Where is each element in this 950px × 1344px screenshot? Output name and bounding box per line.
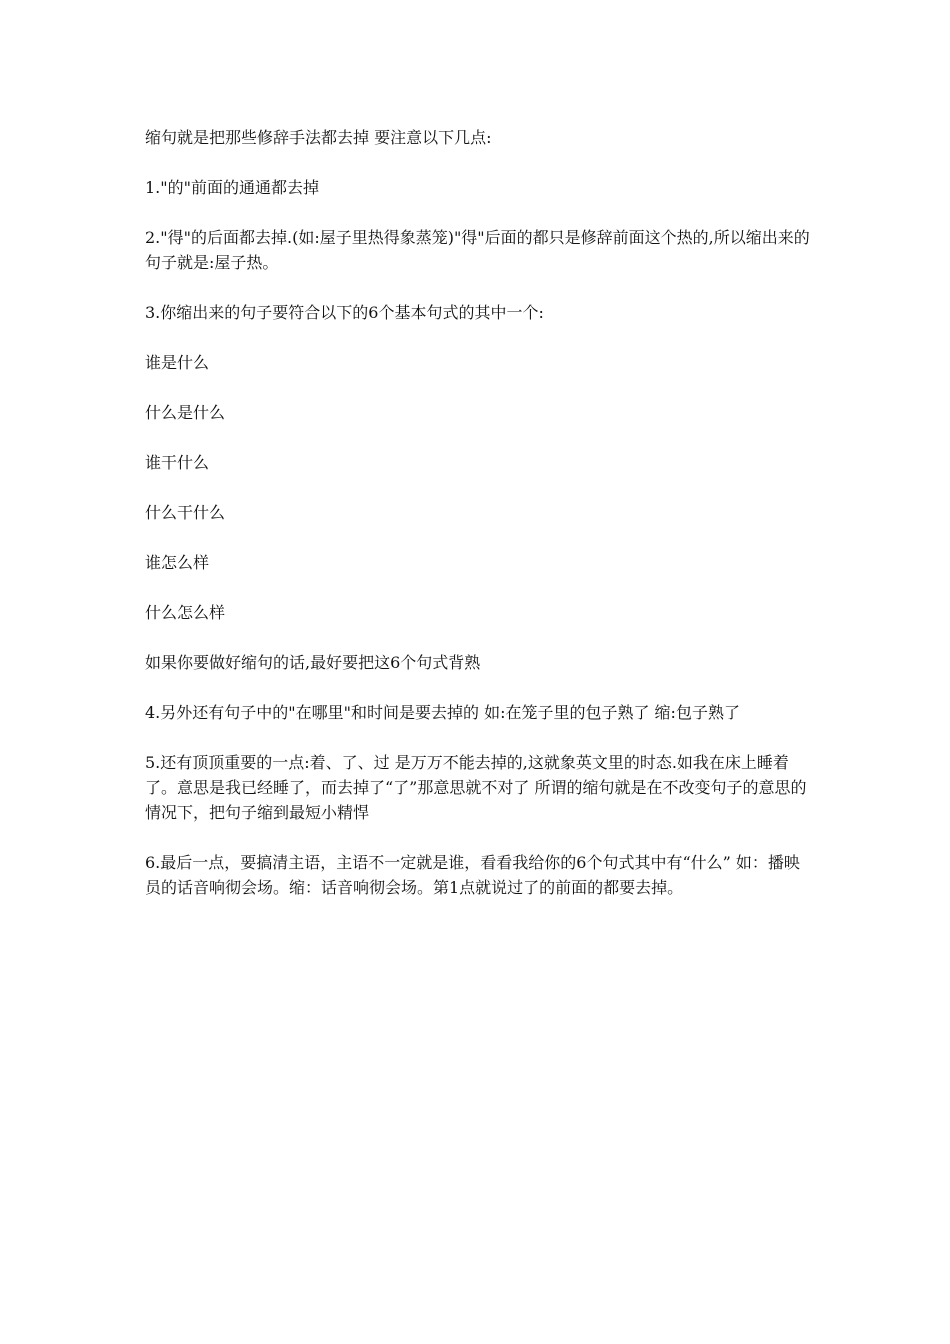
intro-paragraph: 缩句就是把那些修辞手法都去掉 要注意以下几点: bbox=[145, 128, 492, 147]
sentence-pattern-3: 谁干什么 bbox=[145, 453, 210, 472]
sentence-pattern-1: 谁是什么 bbox=[145, 353, 210, 372]
point-5-paragraph: 5.还有顶顶重要的一点:着、了、过 是万万不能去掉的,这就象英文里的时态.如我在床上睡着了。意思是我已经睡了，而去掉了“了”那意思就不对了 所谓的缩句就是在不改变句子的意思的情况下，把句子缩到最短小精悍 bbox=[145, 753, 807, 822]
point-2-paragraph: 2."得"的后面都去掉.(如:屋子里热得象蒸笼)"得"后面的都只是修辞前面这个热的,所以缩出来的句子就是:屋子热。 bbox=[145, 228, 810, 272]
sentence-pattern-5: 谁怎么样 bbox=[145, 553, 210, 572]
point-1-paragraph: 1."的"前面的通通都去掉 bbox=[145, 178, 319, 197]
sentence-pattern-6: 什么怎么样 bbox=[145, 603, 226, 622]
point-4-paragraph: 4.另外还有句子中的"在哪里"和时间是要去掉的 如:在笼子里的包子熟了 缩:包子熟了 bbox=[145, 703, 740, 722]
point-3-paragraph: 3.你缩出来的句子要符合以下的6个基本句式的其中一个: bbox=[145, 303, 544, 322]
sentence-pattern-2: 什么是什么 bbox=[145, 403, 226, 422]
memorize-note-paragraph: 如果你要做好缩句的话,最好要把这6个句式背熟 bbox=[145, 653, 481, 672]
document-body bbox=[145, 125, 810, 925]
sentence-pattern-4: 什么干什么 bbox=[145, 503, 226, 522]
point-6-paragraph: 6.最后一点，要搞清主语，主语不一定就是谁，看看我给你的6个句式其中有“什么” 如：播映员的话音响彻会场。缩：话音响彻会场。第1点就说过了的前面的都要去掉。 bbox=[145, 853, 800, 897]
